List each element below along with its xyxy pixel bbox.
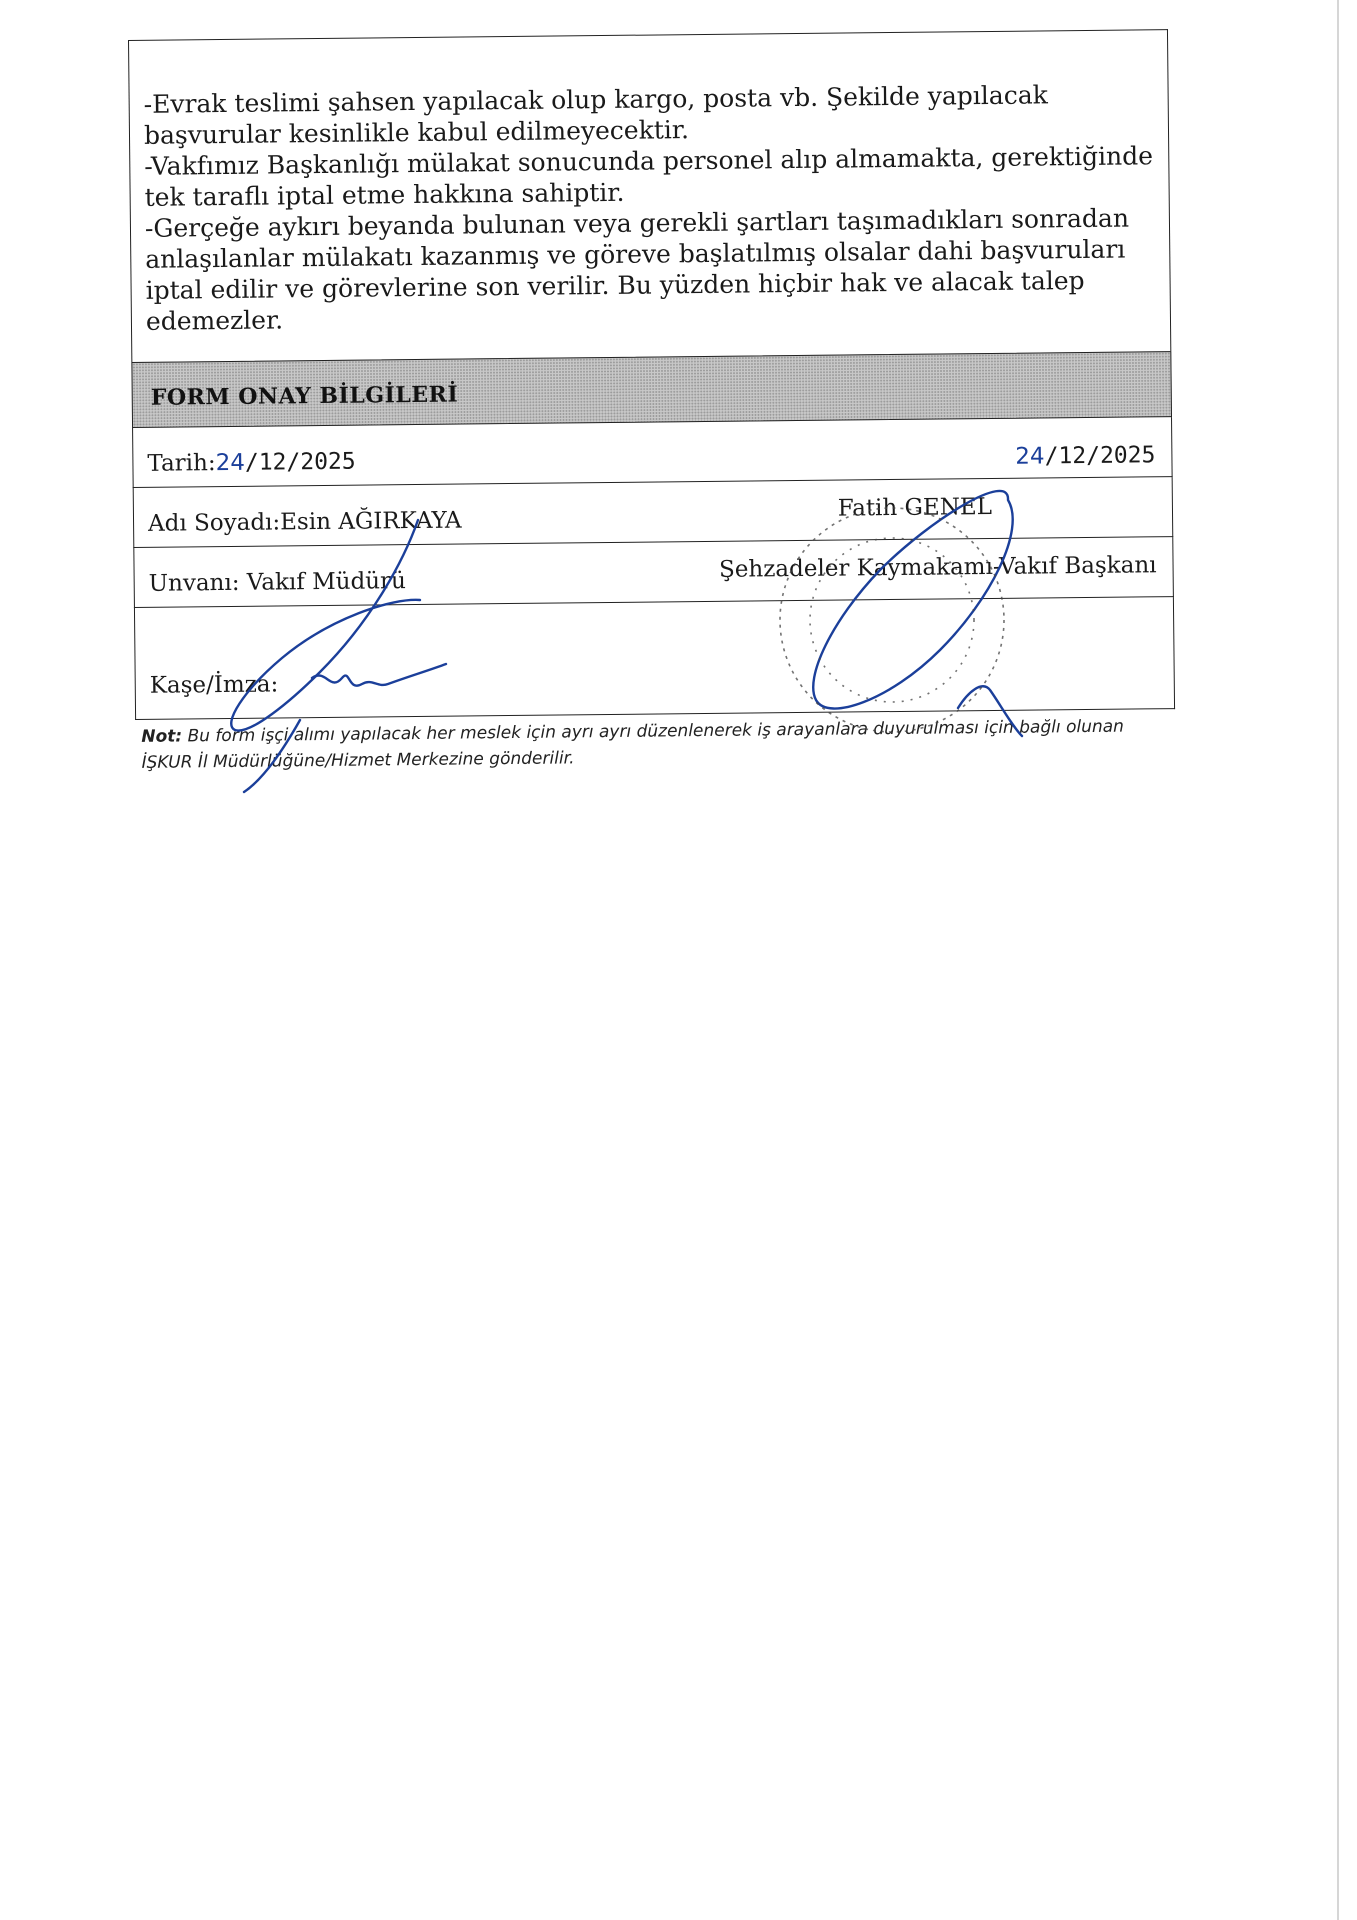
right-date (1015, 442, 1155, 469)
form-approval-title: FORM ONAY BİLGİLERİ (150, 381, 459, 411)
note-cancellation-right: -Vakfımız Başkanlığı mülakat sonucunda personel alıp almamakta, gerektiğinde tek taraflı iptal etme hakkına sahiptir. (144, 141, 1154, 212)
footnote-label: Not: (141, 726, 183, 747)
left-title: Unvanı: Vakıf Müdürü (148, 568, 406, 597)
seal-signature-row (134, 597, 1175, 720)
left-date-day: 24 (215, 449, 246, 477)
name-row (133, 477, 1174, 548)
date-label: Tarih: (147, 450, 216, 477)
left-date-rest: /12/2025 (244, 448, 356, 476)
form-approval-header (131, 351, 1172, 428)
left-name: Adı Soyadı:Esin AĞIRKAYA (147, 507, 462, 537)
title-row (133, 537, 1174, 608)
date-row (132, 417, 1173, 488)
footnote (141, 713, 1175, 776)
note-false-declaration: -Gerçeğe aykırı beyanda bulunan veya gerekli şartları taşımadıkları sonradan anlaşılanlar mülakatı kazanmış ve göreve başlatılmış olsalar dahi başvuruları iptal edilir ve görevlerine son verilir. Bu yüzden hiçbir hak ve alacak talep edemezler. (144, 203, 1130, 336)
footnote-text: Bu form işçi alımı yapılacak her meslek için ayrı ayrı düzenlenerek iş arayanlara duyurulması için bağlı olunan İŞKUR İl Müdürlüğüne/Hizmet Merkezine gönderilir. (141, 716, 1125, 773)
note-delivery: -Evrak teslimi şahsen yapılacak olup kargo, posta vb. Şekilde yapılacak başvurular kesinlikle kabul edilmeyecektir. (143, 80, 1048, 150)
page-edge (1337, 0, 1339, 1920)
right-date-day: 24 (1015, 443, 1045, 470)
left-date (147, 449, 356, 477)
right-name: Fatih GENEL (837, 493, 993, 522)
right-date-rest: /12/2025 (1044, 442, 1156, 470)
seal-signature-label: Kaşe/İmza: (149, 671, 279, 699)
right-title: Şehzadeler Kaymakamı-Vakıf Başkanı (718, 552, 1157, 583)
approval-form (128, 29, 1176, 776)
notes-box (128, 29, 1171, 362)
